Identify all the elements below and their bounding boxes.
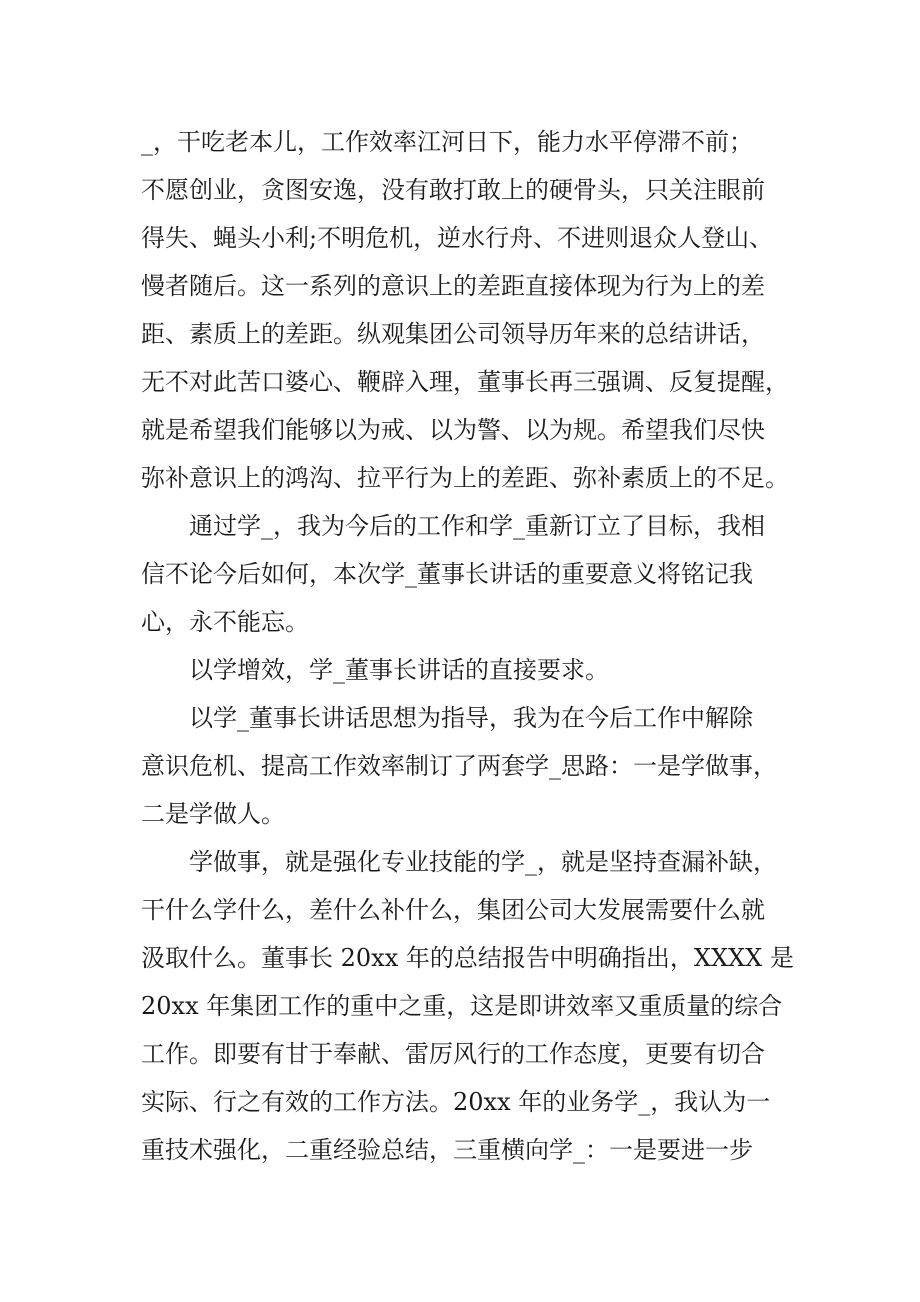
text-line: 干什么学什么，差什么补什么，集团公司大发展需要什么就 [141, 896, 765, 924]
text-line: 弥补意识上的鸿沟、拉平行为上的差距、弥补素质上的不足。 [141, 464, 789, 492]
document-body [141, 118, 821, 1174]
text-line: 工作。即要有甘于奉献、雷厉风行的工作态度，更要有切合 [141, 1040, 765, 1068]
text-line: 重技术强化，二重经验总结，三重横向学_：一是要进一步 [141, 1136, 753, 1164]
section-heading: 以学增效，学_董事长讲话的直接要求。 [189, 656, 609, 684]
text-line: 20xx 年集团工作的重中之重，这是即讲效率又重质量的综合 [141, 992, 783, 1020]
text-line: 信不论今后如何，本次学_董事长讲话的重要意义将铭记我 [141, 560, 753, 588]
text-line: 就是希望我们能够以为戒、以为警、以为规。希望我们尽快 [141, 416, 765, 444]
text-line: 不愿创业，贪图安逸，没有敢打敢上的硬骨头，只关注眼前 [141, 176, 765, 204]
text-line: 无不对此苦口婆心、鞭辟入理，董事长再三强调、反复提醒， [141, 368, 789, 396]
text-line: 慢者随后。这一系列的意识上的差距直接体现为行为上的差 [141, 272, 765, 300]
text-line: 二是学做人。 [141, 800, 285, 828]
text-line: 意识危机、提高工作效率制订了两套学_思路：一是学做事， [141, 752, 777, 780]
text-line: 实际、行之有效的工作方法。20xx 年的业务学_，我认为一 [141, 1088, 771, 1116]
paragraph-first-line: 学做事，就是强化专业技能的学_，就是坚持查漏补缺， [189, 848, 777, 876]
text-line: 距、素质上的差距。纵观集团公司领导历年来的总结讲话， [141, 320, 765, 348]
paragraph-first-line: 以学_董事长讲话思想为指导，我为在今后工作中解除 [189, 704, 753, 732]
paragraph-first-line: 通过学_，我为今后的工作和学_重新订立了目标，我相 [189, 512, 765, 540]
text-line: 得失、蝇头小利;不明危机，逆水行舟、不进则退众人登山、 [141, 224, 774, 252]
text-line: _，干吃老本儿，工作效率江河日下，能力水平停滞不前； [141, 128, 753, 156]
text-line: 心，永不能忘。 [141, 608, 309, 636]
text-line: 汲取什么。董事长 20xx 年的总结报告中明确指出，XXXX 是 [141, 944, 794, 972]
